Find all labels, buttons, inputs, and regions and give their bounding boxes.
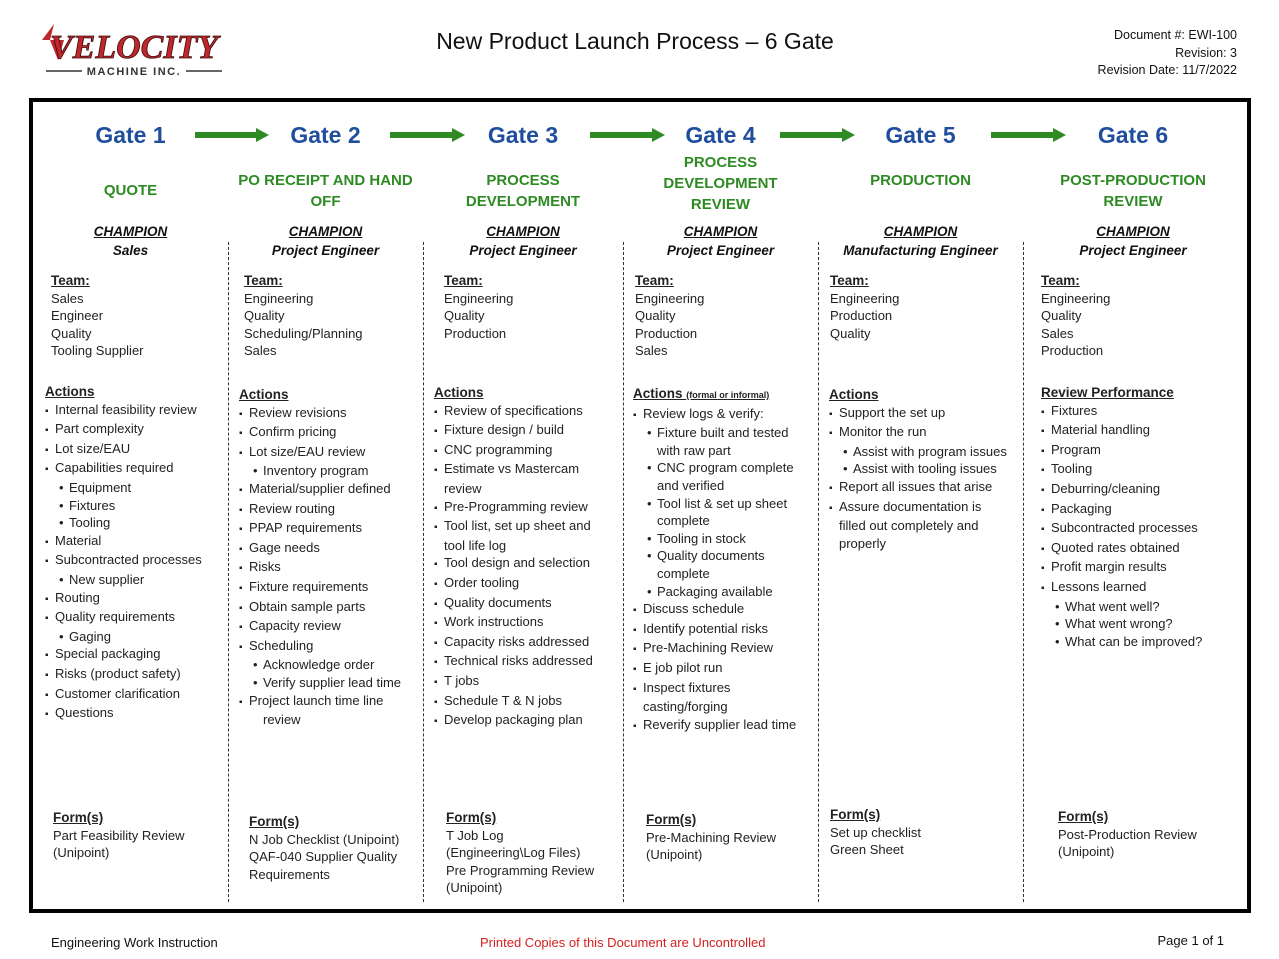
column-divider [423, 242, 424, 902]
gate-phase-line: PROCESS [486, 172, 560, 189]
action-item: ▪ Material/supplier defined [239, 480, 401, 500]
action-item: ▪ Part complexity [45, 420, 202, 440]
team-member: Quality [444, 308, 485, 324]
actions-list [239, 386, 401, 729]
gate-title: Gate 5 [885, 122, 956, 148]
action-item: ▪ Capacity review [239, 617, 401, 637]
forms-list [53, 809, 185, 862]
actions-heading [829, 386, 1007, 404]
action-item: ▪ Tool list, set up sheet and [434, 517, 593, 537]
gate-title: Gate 3 [487, 122, 559, 148]
action-item: ▪ Reverify supplier lead time [633, 716, 796, 736]
team-list [51, 272, 144, 360]
action-subitem: • What can be improved? [1041, 633, 1202, 651]
action-item: ▪ Inspect fixtures [633, 679, 796, 699]
champion-block [623, 222, 818, 260]
actions-heading [45, 383, 202, 401]
gate-phase-line: REVIEW [690, 196, 751, 213]
team-member: Quality [635, 308, 676, 324]
champion-role: Manufacturing Engineer [843, 243, 998, 258]
action-subitem: • Tool list & set up sheet [633, 495, 796, 513]
form-reference: Pre Programming Review [446, 862, 595, 878]
team-member: Engineering [1041, 290, 1111, 306]
team-member: Sales [1041, 325, 1074, 341]
actions-heading [1041, 384, 1202, 402]
actions-heading-label: Actions [45, 384, 95, 399]
forms-heading: Form(s) [53, 810, 104, 825]
action-item: ▪ Review routing [239, 500, 401, 520]
champion-block [228, 222, 423, 260]
form-reference: Post-Production Review [1058, 826, 1197, 842]
team-member: Production [830, 308, 893, 324]
action-subitem: • Assist with tooling issues [829, 460, 1007, 478]
action-subitem: • Tooling in stock [633, 530, 796, 548]
form-reference: Part Feasibility Review [53, 827, 185, 843]
action-item: ▪ Fixtures [1041, 402, 1202, 422]
footer-doc-type: Engineering Work Instruction [51, 935, 218, 950]
action-item: ▪ E job pilot run [633, 659, 796, 679]
forms-heading: Form(s) [249, 814, 300, 829]
action-item: ▪ Program [1041, 441, 1202, 461]
team-list [244, 272, 363, 360]
action-item: ▪ Deburring/cleaning [1041, 480, 1202, 500]
team-heading: Team: [830, 273, 869, 288]
champion-role: Project Engineer [1079, 243, 1187, 258]
champion-label: CHAMPION [93, 224, 168, 239]
form-reference: N Job Checklist (Unipoint) [249, 831, 400, 847]
action-item: ▪ Technical risks addressed [434, 652, 593, 672]
action-item: ▪ Quality documents [434, 594, 593, 614]
action-item: ▪ T jobs [434, 672, 593, 692]
actions-heading-label: Actions [239, 387, 289, 402]
action-item: ▪ Questions [45, 704, 202, 724]
team-member: Sales [244, 343, 277, 359]
team-heading: Team: [1041, 273, 1080, 288]
team-member: Production [635, 325, 698, 341]
action-item: ▪ Lessons learned [1041, 578, 1202, 598]
gate-phase-line: OFF [310, 193, 341, 210]
form-reference: (Engineering\Log Files) [446, 845, 581, 861]
action-item: ▪ Discuss schedule [633, 600, 796, 620]
action-item: ▪ Material handling [1041, 421, 1202, 441]
actions-heading-label: Actions [633, 386, 683, 401]
action-subitem: • Fixtures [45, 497, 202, 515]
column-divider [818, 242, 819, 902]
form-reference: Pre-Machining Review [646, 829, 777, 845]
actions-list [45, 383, 202, 724]
action-item: ▪ Capacity risks addressed [434, 633, 593, 653]
action-item: ▪ PPAP requirements [239, 519, 401, 539]
form-reference: (Unipoint) [646, 847, 703, 863]
action-item: ▪ Tooling [1041, 460, 1202, 480]
action-item: ▪ Estimate vs Mastercam [434, 460, 593, 480]
champion-label: CHAMPION [683, 224, 758, 239]
action-item: ▪ Material [45, 532, 202, 552]
gate-phase-line: PO RECEIPT AND HAND [238, 172, 413, 189]
champion-label: CHAMPION [1096, 224, 1170, 239]
action-item: ▪ Pre-Programming review [434, 498, 593, 518]
form-reference: (Unipoint) [1058, 844, 1115, 860]
column-divider [228, 242, 229, 902]
actions-heading-note: (formal or informal) [686, 390, 770, 400]
gate-arrow-icon [590, 128, 665, 142]
action-item: ▪ Scheduling [239, 637, 401, 657]
champion-block [423, 222, 623, 260]
forms-list [1058, 808, 1197, 861]
column-divider [1023, 242, 1024, 902]
gate-phase [423, 170, 623, 212]
action-item: ▪ Review logs & verify: [633, 405, 796, 425]
action-subitem: • Acknowledge order [239, 656, 401, 674]
champion-block [33, 222, 228, 260]
team-member: Production [444, 325, 507, 341]
action-item: ▪ Special packaging [45, 645, 202, 665]
action-subitem: • Packaging available [633, 583, 796, 601]
document-revision-date: Revision Date: 11/7/2022 [1097, 63, 1237, 77]
champion-role: Project Engineer [271, 243, 380, 258]
document-title: New Product Launch Process – 6 Gate [436, 28, 834, 54]
forms-heading: Form(s) [830, 807, 881, 822]
action-item: ▪ Schedule T & N jobs [434, 692, 593, 712]
team-member: Engineering [244, 290, 314, 306]
team-member: Production [1041, 343, 1104, 359]
forms-heading: Form(s) [646, 812, 697, 827]
footer-page-number: Page 1 of 1 [1157, 933, 1224, 948]
gate-arrow-icon [195, 128, 269, 142]
action-subitem: • Equipment [45, 479, 202, 497]
gate-phase [623, 152, 818, 215]
gate-phase-line: PROCESS [683, 154, 758, 171]
action-item: ▪ Project launch time line [239, 692, 401, 712]
action-item: properly [839, 535, 886, 551]
gate-arrow-icon [390, 128, 465, 142]
gate-phase [1023, 170, 1243, 212]
actions-heading-label: Review Performance [1041, 385, 1174, 400]
document-number: Document #: EWI-100 [1114, 28, 1237, 42]
team-member: Scheduling/Planning [244, 325, 363, 341]
actions-list [633, 385, 796, 735]
form-reference: (Unipoint) [446, 880, 503, 896]
action-subitem: • CNC program complete [633, 459, 796, 477]
action-item: ▪ Work instructions [434, 613, 593, 633]
forms-heading: Form(s) [1058, 809, 1109, 824]
form-reference: (Unipoint) [53, 845, 110, 861]
team-list [635, 272, 704, 360]
action-item: ▪ Order tooling [434, 574, 593, 594]
team-member: Quality [51, 325, 92, 341]
action-item: ▪ Fixture design / build [434, 421, 593, 441]
team-heading: Team: [635, 273, 674, 288]
team-list [444, 272, 513, 342]
document-revision: Revision: 3 [1175, 45, 1237, 60]
gate-phase-line: DEVELOPMENT [465, 193, 581, 210]
action-item: ▪ Gage needs [239, 539, 401, 559]
team-member: Sales [51, 290, 84, 306]
action-subitem: and verified [657, 477, 725, 493]
champion-block [818, 222, 1023, 260]
gate-phase [818, 170, 1023, 191]
form-reference: T Job Log [446, 827, 504, 843]
action-item: ▪ Report all issues that arise [829, 478, 1007, 498]
action-item: ▪ Quality requirements [45, 608, 202, 628]
action-item: ▪ Routing [45, 589, 202, 609]
gate-phase-line: DEVELOPMENT [663, 175, 778, 192]
forms-list [249, 813, 399, 883]
action-item: tool life log [444, 537, 507, 553]
team-member: Quality [1041, 308, 1082, 324]
action-item: ▪ CNC programming [434, 441, 593, 461]
logo-subtitle: MACHINE INC. [86, 66, 182, 78]
action-item: ▪ Tool design and selection [434, 554, 593, 574]
gate-title: Gate 6 [1097, 122, 1169, 148]
action-subitem: • What went wrong? [1041, 615, 1202, 633]
footer-uncontrolled-notice: Printed Copies of this Document are Uncontrolled [480, 935, 766, 950]
action-item: ▪ Risks [239, 558, 401, 578]
action-item: ▪ Capabilities required [45, 459, 202, 479]
action-subitem: • New supplier [45, 571, 202, 589]
action-item: ▪ Risks (product safety) [45, 665, 202, 685]
actions-heading-label: Actions [829, 387, 879, 402]
action-item: ▪ Lot size/EAU [45, 440, 202, 460]
team-member: Quality [830, 325, 871, 341]
action-item: ▪ Monitor the run [829, 423, 1007, 443]
action-item: filled out completely and [839, 518, 979, 534]
action-subitem: • Verify supplier lead time [239, 674, 401, 692]
action-item: ▪ Profit margin results [1041, 558, 1202, 578]
action-subitem: • Inventory program [239, 462, 401, 480]
team-list [1041, 272, 1110, 360]
team-member: Sales [635, 343, 668, 359]
gate-phase [228, 170, 423, 212]
action-item: ▪ Internal feasibility review [45, 401, 202, 421]
gate-phase-line: POST-PRODUCTION [1060, 172, 1206, 189]
actions-list [1041, 384, 1202, 650]
action-item: ▪ Identify potential risks [633, 620, 796, 640]
action-item: ▪ Lot size/EAU review [239, 443, 401, 463]
team-member: Quality [244, 308, 285, 324]
action-subitem: complete [657, 513, 710, 529]
action-subitem: • Fixture built and tested [633, 424, 796, 442]
action-item: ▪ Fixture requirements [239, 578, 401, 598]
form-reference: Green Sheet [830, 842, 904, 858]
team-heading: Team: [51, 273, 90, 288]
action-item: ▪ Packaging [1041, 500, 1202, 520]
gate-arrow-icon [991, 128, 1066, 142]
action-item: ▪ Review of specifications [434, 402, 593, 422]
gate-title: Gate 2 [290, 122, 361, 148]
document-info [1098, 27, 1237, 80]
logo-wordmark: VELOCITY [50, 29, 219, 66]
team-list [830, 272, 899, 342]
actions-heading-label: Actions [434, 385, 484, 400]
champion-block [1023, 222, 1243, 260]
gate-phase-line: REVIEW [1103, 193, 1163, 210]
action-item: ▪ Obtain sample parts [239, 598, 401, 618]
team-member: Tooling Supplier [51, 343, 144, 359]
action-subitem: review [263, 712, 301, 728]
form-reference: Requirements [249, 866, 330, 882]
team-member: Engineering [635, 290, 705, 306]
actions-heading [239, 386, 401, 404]
action-item: ▪ Pre-Machining Review [633, 639, 796, 659]
form-reference: QAF-040 Supplier Quality [249, 849, 398, 865]
action-item: ▪ Assure documentation is [829, 498, 1007, 518]
gate-title: Gate 1 [95, 122, 166, 148]
column-divider [623, 242, 624, 902]
team-member: Engineering [830, 290, 900, 306]
gate-title: Gate 4 [685, 122, 756, 148]
process-frame [29, 98, 1251, 913]
action-item: ▪ Support the set up [829, 404, 1007, 424]
gate-phase-line: QUOTE [103, 182, 158, 199]
action-item: casting/forging [643, 699, 728, 715]
gate-arrow-icon [780, 128, 855, 142]
action-item: ▪ Quoted rates obtained [1041, 539, 1202, 559]
actions-list [829, 386, 1007, 552]
champion-label: CHAMPION [883, 224, 958, 239]
gate-phase [33, 180, 228, 201]
action-item: ▪ Customer clarification [45, 685, 202, 705]
actions-list [434, 384, 593, 731]
forms-list [446, 809, 594, 897]
champion-label: CHAMPION [288, 224, 363, 239]
action-subitem: complete [657, 565, 710, 581]
action-item: ▪ Subcontracted processes [45, 551, 202, 571]
actions-heading [434, 384, 593, 402]
action-item: ▪ Confirm pricing [239, 423, 401, 443]
action-item: ▪ Develop packaging plan [434, 711, 593, 731]
champion-role: Sales [112, 243, 149, 258]
action-subitem: • Quality documents [633, 547, 796, 565]
champion-role: Project Engineer [666, 243, 775, 258]
forms-heading: Form(s) [446, 810, 497, 825]
action-subitem: • Tooling [45, 514, 202, 532]
champion-role: Project Engineer [469, 243, 577, 258]
actions-heading [633, 385, 796, 405]
team-heading: Team: [244, 273, 283, 288]
forms-list [646, 811, 776, 864]
forms-list [830, 806, 921, 859]
company-logo [36, 18, 246, 82]
team-member: Engineer [51, 308, 104, 324]
action-subitem: • Gaging [45, 628, 202, 646]
champion-label: CHAMPION [486, 224, 560, 239]
team-heading: Team: [444, 273, 483, 288]
action-subitem: with raw part [657, 442, 731, 458]
gate-phase-line: PRODUCTION [870, 172, 971, 189]
action-item: ▪ Review revisions [239, 404, 401, 424]
team-member: Engineering [444, 290, 514, 306]
action-subitem: • What went well? [1041, 598, 1202, 616]
action-item: review [444, 480, 482, 496]
form-reference: Set up checklist [830, 824, 922, 840]
action-subitem: • Assist with program issues [829, 443, 1007, 461]
action-item: ▪ Subcontracted processes [1041, 519, 1202, 539]
